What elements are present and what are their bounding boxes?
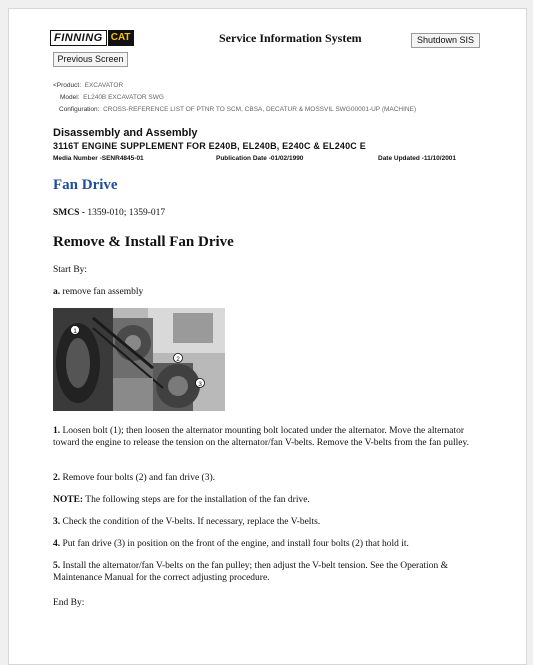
section-title: Disassembly and Assembly: [53, 127, 198, 139]
finning-cat-logo: [50, 29, 134, 47]
logo-cat-text: CAT: [108, 30, 134, 46]
step-2-text: Remove four bolts (2) and fan drive (3).: [60, 473, 215, 483]
smcs-value: 1359-010; 1359-017: [87, 208, 166, 218]
step-4: [53, 538, 483, 550]
date-updated: Date Updated -11/10/2001: [378, 155, 457, 162]
shutdown-sis-button[interactable]: Shutdown SIS: [411, 33, 480, 48]
fan-drive-photo: [53, 308, 225, 411]
previous-screen-button[interactable]: Previous Screen: [53, 52, 128, 67]
step-a-text: remove fan assembly: [60, 287, 144, 297]
smcs-line: [53, 208, 165, 218]
breadcrumb-configuration: [59, 106, 416, 113]
logo-finning-text: FINNING: [50, 30, 107, 46]
app-title: Service Information System: [219, 31, 362, 45]
configuration-label: Configuration:: [59, 106, 100, 113]
model-label: Model:: [60, 94, 80, 101]
step-a-label: a.: [53, 287, 61, 297]
step-2-num: 2.: [53, 473, 61, 483]
callout-3: [196, 379, 205, 389]
breadcrumb-model: [60, 94, 164, 101]
procedure-title: Remove & Install Fan Drive: [53, 234, 234, 250]
product-value[interactable]: EXCAVATOR: [84, 82, 124, 89]
step-1: [53, 425, 483, 449]
publication-date: Publication Date -01/02/1990: [216, 155, 304, 162]
start-by: Start By:: [53, 265, 88, 275]
callout-1-label: 1: [73, 328, 77, 335]
product-label: <Product:: [53, 82, 82, 89]
callout-1: [71, 326, 80, 336]
step-3-text: Check the condition of the V-belts. If necessary, replace the V-belts.: [60, 517, 321, 527]
note-text: The following steps are for the installation of the fan drive.: [83, 495, 310, 505]
step-4-num: 4.: [53, 539, 61, 549]
configuration-value[interactable]: CROSS-REFERENCE LIST OF PTNR TO SCM, CBSA, DECATUR & MOSSVIL SWG00001-UP (MACHINE): [103, 106, 417, 113]
model-value[interactable]: EL240B EXCAVATOR SWG: [83, 94, 164, 101]
media-number: Media Number -SENR4845-01: [53, 155, 144, 162]
step-3-num: 3.: [53, 517, 61, 527]
step-1-num: 1.: [53, 426, 61, 436]
step-2: [53, 472, 483, 484]
step-5-text: Install the alternator/fan V-belts on the fan pulley; then adjust the V-belt tension. See the Operation & Maintenance Manual for the correct adjusting procedure.: [53, 561, 448, 583]
step-3: [53, 516, 483, 528]
step-1-text: Loosen bolt (1); then loosen the alternator mounting bolt located under the alternator. Move the alternator toward the engine to release the tension on the alternator/fan V-belts. Remove the V-belts from the fan pulley.: [53, 426, 469, 448]
note: [53, 494, 483, 506]
section-subtitle: 3116T ENGINE SUPPLEMENT FOR E240B, EL240B, E240C & EL240C E: [53, 141, 366, 151]
callout-3-label: 3: [198, 381, 202, 388]
step-5: [53, 560, 483, 584]
step-a: [53, 286, 483, 298]
step-4-text: Put fan drive (3) in position on the front of the engine, and install four bolts (2) that hold it.: [60, 539, 409, 549]
callout-2: [174, 354, 183, 364]
smcs-label: SMCS -: [53, 208, 88, 218]
breadcrumb-product: [53, 82, 123, 89]
note-label: NOTE:: [53, 495, 84, 505]
step-5-num: 5.: [53, 561, 61, 571]
end-by: End By:: [53, 598, 85, 608]
page-title: Fan Drive: [53, 177, 118, 193]
callout-2-label: 2: [176, 356, 180, 363]
